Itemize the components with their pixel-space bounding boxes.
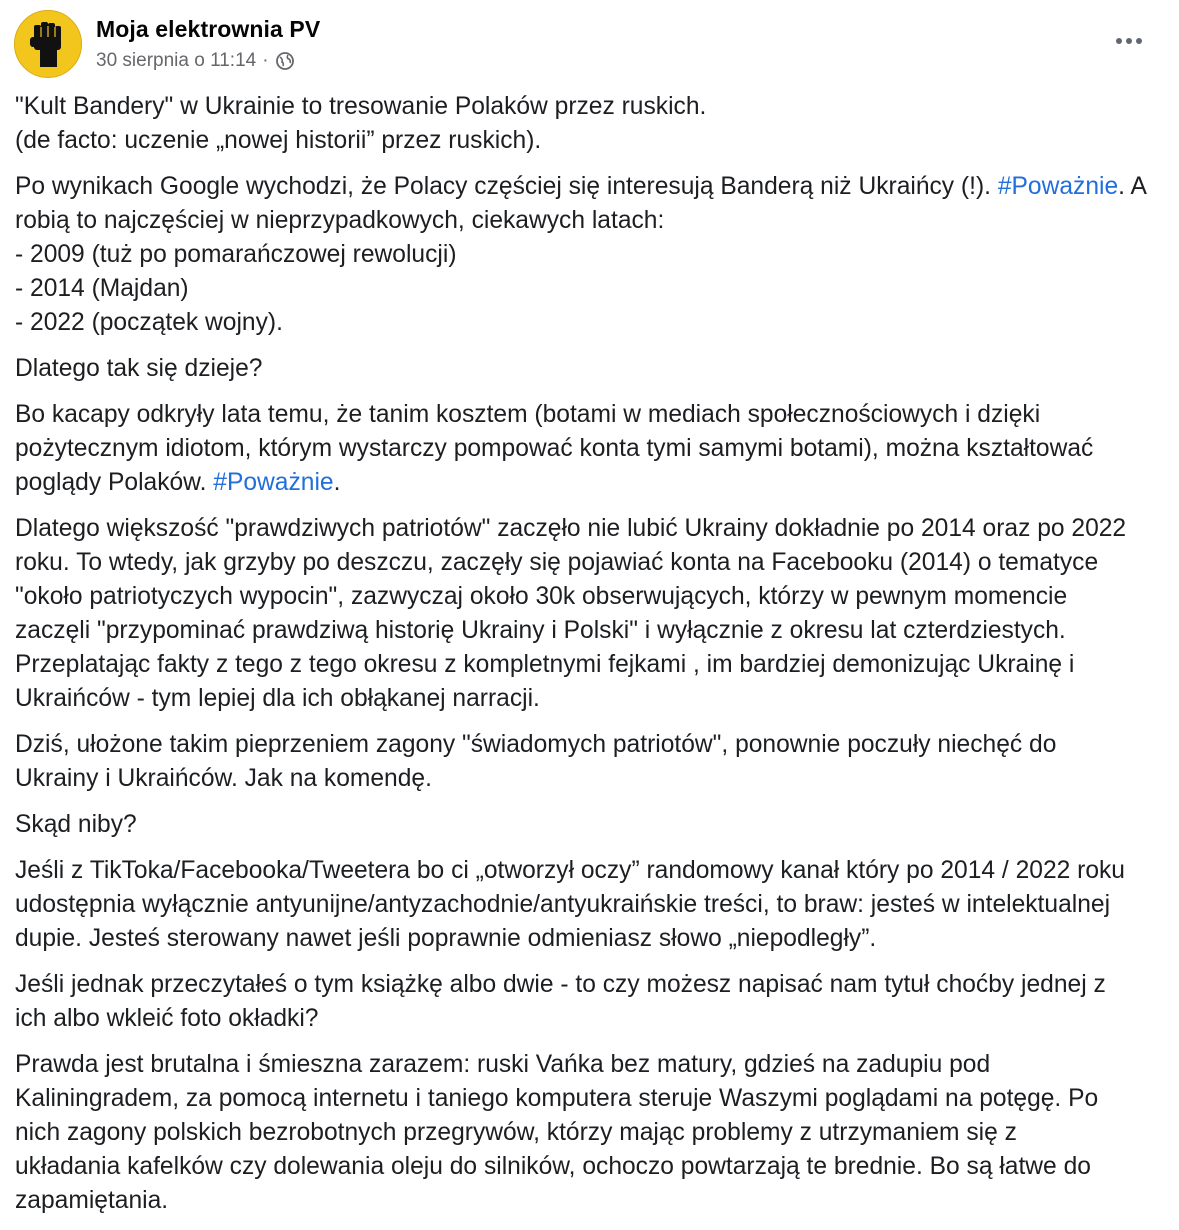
text-line: udostępnia wyłącznie antyunijne/antyzachodnie/antyukraińskie treści, to braw: jesteś w intelektualnej [15,891,1111,918]
text-line: Przeplatając fakty z tego z tego okresu z kompletnymi fejkami , im bardziej demonizując Ukrainę i [15,651,1075,678]
text-line: ich albo wkleić foto okładki? [15,1005,319,1032]
text-line: (de facto: uczenie „nowej historii” przez ruskich). [15,127,542,154]
paragraph-10 [15,1048,1171,1218]
raised-fist-icon [28,19,68,69]
text-line: Ukraińców - tym lepiej dla ich obłąkanej narracji. [15,685,540,712]
text-line: Po wynikach Google wychodzi, że Polacy częściej się interesują Banderą niż Ukraińcy (!). #Poważnie. A [15,173,1147,200]
text-line: dupie. Jesteś sterowany nawet jeśli poprawnie odmieniasz słowo „niepodległy”. [15,925,877,952]
paragraph-1 [15,90,1171,158]
page-avatar[interactable] [14,10,82,78]
text-line: nich zagony polskich bezrobotnych przegrywów, którzy mając problemy z utrzymaniem się z [15,1119,1017,1146]
more-options-icon[interactable] [1109,26,1149,56]
text-line: "Kult Bandery" w Ukrainie to tresowanie Polaków przez ruskich. [15,93,707,120]
text-line: układania kafelków czy dolewania oleju do silników, ochoczo powtarzają te brednie. Bo są łatwe do [15,1153,1091,1180]
text-line: robią to najczęściej w nieprzypadkowych, ciekawych latach: [15,207,665,234]
text-line: Kaliningradem, za pomocą internetu i taniego komputera steruje Waszymi poglądami na potęgę. Po [15,1085,1099,1112]
paragraph-3 [15,352,1171,386]
hashtag-powaznie[interactable]: #Poważnie [997,173,1119,200]
text-line: roku. To wtedy, jak grzyby po deszczu, zaczęły się pojawiać konta na Facebooku (2014) o tematyce [15,549,1099,576]
paragraph-8 [15,854,1171,956]
paragraph-2 [15,170,1171,340]
text-line: Skąd niby? [15,811,137,838]
post-timestamp[interactable]: 30 sierpnia o 11:14 [96,50,257,71]
text-line: Dziś, ułożone takim pieprzeniem zagony "świadomych patriotów", ponownie poczuły niechęć do [15,731,1057,758]
text-line: Prawda jest brutalna i śmieszna zarazem: ruski Vańka bez matury, gdzieś na zadupiu pod [15,1051,991,1078]
meta-separator: · [262,50,269,71]
text-line: Dlatego większość "prawdziwych patriotów" zaczęło nie lubić Ukrainy dokładnie po 2014 oraz po 2022 [15,515,1127,542]
text-line: zapamiętania. [15,1187,169,1214]
text-line: Dlatego tak się dzieje? [15,355,263,382]
post-meta [96,50,295,72]
text-line: - 2014 (Majdan) [15,275,189,302]
post-header [14,8,1159,82]
paragraph-7 [15,808,1171,842]
paragraph-5 [15,512,1171,716]
text-line: pożytecznym idiotom, którym wystarczy pompować konta tymi samymi botami), można kształtować [15,435,1094,462]
page-name-link[interactable]: Moja elektrownia PV [96,16,321,42]
globe-icon[interactable] [275,51,295,71]
text-line: Ukrainy i Ukraińców. Jak na komendę. [15,765,432,792]
text-line: "około patriotyczych wypocin", zazwyczaj około 30k obserwujących, którzy w pewnym momencie [15,583,1068,610]
paragraph-6 [15,728,1171,796]
text-line: - 2022 (początek wojny). [15,309,283,336]
paragraph-9 [15,968,1171,1036]
text-line: zaczęli "przypominać prawdziwą historię Ukrainy i Polski" i wyłącznie z okresu lat czterdziestych. [15,617,1066,644]
text-line: Jeśli jednak przeczytałeś o tym książkę albo dwie - to czy możesz napisać nam tytuł choćby jednej z [15,971,1106,998]
post-body [15,90,1171,1230]
text-line: poglądy Polaków. #Poważnie. [15,469,341,496]
hashtag-powaznie[interactable]: #Poważnie [213,469,334,496]
text-line: - 2009 (tuż po pomarańczowej rewolucji) [15,241,457,268]
text-line: Jeśli z TikToka/Facebooka/Tweetera bo ci „otworzył oczy” randomowy kanał który po 2014 / 2022 roku [15,857,1125,884]
text-line: Bo kacapy odkryły lata temu, że tanim kosztem (botami w mediach społecznościowych i dzięki [15,401,1041,428]
paragraph-4 [15,398,1171,500]
